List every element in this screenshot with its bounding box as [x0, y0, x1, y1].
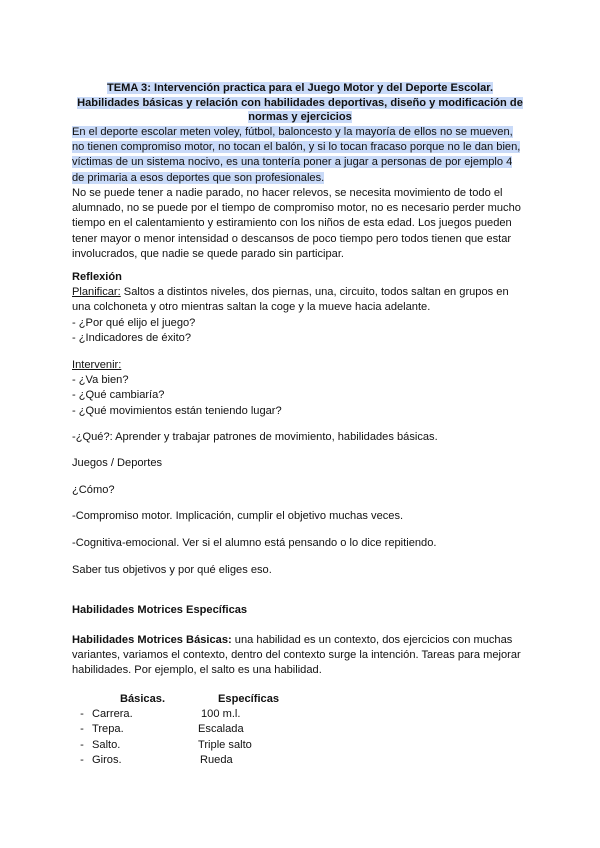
cognitiva-line: -Cognitiva-emocional. Ver si el alumno está pensando o lo dice repitiendo. — [72, 537, 437, 549]
intervenir-label: Intervenir: — [72, 359, 122, 371]
table-row — [72, 753, 338, 768]
table-row — [72, 722, 338, 737]
basicas-text-3: habilidades. Por ejemplo, el salto es una habilidad. — [72, 664, 322, 677]
bullet-dash: - — [80, 708, 84, 721]
bullet-dash: - — [80, 753, 84, 766]
reflexion-heading: Reflexión — [72, 271, 122, 283]
intro-p1-line: no tienen compromiso motor, no tocan el balón, y si lo tocan fracaso porque no le dan bien, — [72, 141, 521, 154]
cell-especifica: Escalada — [198, 723, 244, 736]
intro-p2-line: No se puede tener a nadie parado, no hacer relevos, se necesita movimiento de todo el — [72, 187, 503, 199]
cell-especifica: Rueda — [200, 753, 233, 766]
basicas-text-2: variantes, variamos el contexto, dentro del contexto surge la intención. Tareas para mejorar — [72, 649, 521, 662]
cell-especifica: 100 m.l. — [201, 708, 241, 721]
intervenir-item-1: - ¿Va bien? — [72, 374, 129, 387]
title-line-3: normas y ejercicios — [248, 111, 352, 124]
cell-basica: Trepa. — [92, 723, 124, 736]
cell-especifica: Triple salto — [198, 738, 252, 751]
planificar-text: Saltos a distintos niveles, dos piernas, una, circuito, todos saltan en grupos en — [120, 286, 509, 299]
column-header-basicas: Básicas. — [120, 693, 166, 705]
intro-p2-line: alumnado, no se puede por el tiempo de compromiso motor, no es necesario perder mucho — [72, 202, 521, 215]
table-header-row — [72, 692, 338, 707]
question-2: - ¿Indicadores de éxito? — [72, 331, 192, 344]
intro-p2-line: tiempo en el calentamiento y estiramiento con los niños de esta edad. Los juegos pueden — [72, 217, 512, 230]
intro-p2-line: involucrados, que nadie se quede parado sin participar. — [72, 247, 344, 260]
title-line-2: Habilidades básicas y relación con habilidades deportivas, diseño y modificación de — [77, 96, 523, 109]
basicas-text: una habilidad es un contexto, dos ejercicios con muchas — [231, 634, 513, 646]
habilidades-basicas-paragraph — [72, 633, 532, 679]
intro-p2-line: tener mayor o menor intensidad o descansos de poco tiempo pero todos tienen que estar — [72, 232, 512, 245]
table-row — [72, 738, 338, 753]
que-line: -¿Qué?: Aprender y trabajar patrones de movimiento, habilidades básicas. — [72, 431, 438, 443]
juegos-line: Juegos / Deportes — [72, 457, 163, 469]
habilidades-heading: Habilidades Motrices Específicas — [72, 604, 248, 616]
compromiso-line: -Compromiso motor. Implicación, cumplir el objetivo muchas veces. — [72, 510, 404, 522]
intervenir-item-2: - ¿Qué cambiaría? — [72, 389, 165, 402]
bullet-dash: - — [80, 723, 84, 736]
intro-p1-line: víctimas de un sistema nocivo, es una tontería poner a jugar a personas de por ejemplo 4 — [72, 156, 513, 169]
como-line: ¿Cómo? — [72, 484, 115, 496]
cell-basica: Salto. — [92, 738, 121, 751]
habilidades-table — [72, 692, 338, 768]
intro-p1-line: de primaria a esos deportes que son profesionales. — [72, 171, 325, 184]
intervenir-item-3: - ¿Qué movimientos están teniendo lugar? — [72, 404, 282, 417]
cell-basica: Carrera. — [92, 708, 133, 721]
cell-basica: Giros. — [92, 753, 122, 766]
reflexion-section — [72, 270, 532, 346]
intro-paragraph-1 — [72, 125, 532, 186]
intervenir-section — [72, 358, 532, 419]
table-row — [72, 707, 338, 722]
document-title — [72, 81, 528, 125]
column-header-especificas: Específicas — [218, 693, 280, 705]
bullet-dash: - — [80, 738, 84, 751]
title-line-1: TEMA 3: Intervención practica para el Juego Motor y del Deporte Escolar. — [106, 82, 494, 94]
planificar-text-2: una colchoneta y otro mientras saltan la coge y la mueve hacia adelante. — [72, 301, 431, 314]
saber-line: Saber tus objetivos y por qué eliges eso. — [72, 564, 272, 576]
basicas-label: Habilidades Motrices Básicas: — [72, 634, 232, 646]
question-1: - ¿Por qué elijo el juego? — [72, 316, 196, 329]
planificar-label: Planificar: — [72, 286, 121, 299]
intro-paragraph-2 — [72, 186, 532, 262]
intro-p1-line: En el deporte escolar meten voley, fútbol, baloncesto y la mayoría de ellos no se mueven, — [72, 126, 513, 138]
